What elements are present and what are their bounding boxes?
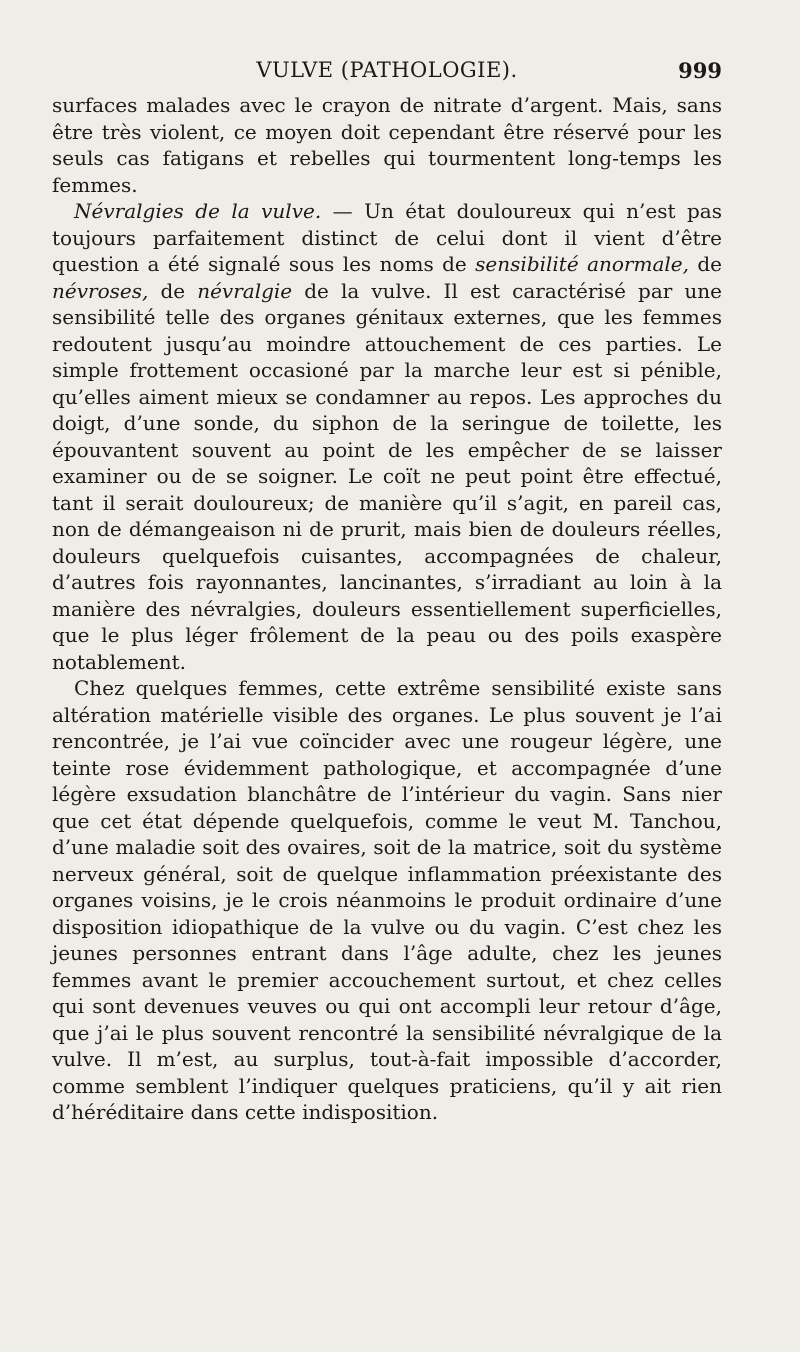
body-text [52,92,722,1126]
paragraph-2-text-1: — Un état douloureux qui n’est pas toujours parfaitement distinct de celui dont il vient d’être question a été signalé sous les noms de [52,199,722,276]
paragraph-2-text-2: de [688,252,723,276]
page-header [52,58,722,88]
paragraph-2-em-2: névroses, [52,278,149,303]
paragraph-2-text-3: de [148,278,198,303]
section-heading: Névralgies de la vulve. [74,199,322,223]
paragraph-2-text-4: de la vulve. Il est caractérisé par une sensibilité telle des organes génitaux externes, que les femmes redoutent jusqu’au moindre attouchement de ces parties. Le simple frottement occasioné par la marche leur est si pénible, qu’elles aiment mieux se condamner au repos. Les approches du doigt, d’une sonde, du siphon de la seringue de toilette, les épouvantent souvent au point de les empêcher de se laisser examiner ou de se soigner. Le coït ne peut point être effectué, tant il serait douloureux; de manière qu’il s’agit, en pareil cas, non de démangeaison ni de prurit, mais bien de douleurs réelles, douleurs quelquefois cuisantes, accompagnées de chaleur, d’autres fois rayonnantes, lancinantes, s’irradiant au loin à la manière des névralgies, douleurs essentiellement superficielles, que le plus léger frôlement de la peau ou des poils exaspère notablement. [52,278,722,674]
paragraph-2-em-3: névralgie [197,278,293,303]
page-number: 999 [678,58,722,83]
paragraph-2-em-1: sensibilité anormale, [475,252,689,276]
paragraph-3: Chez quelques femmes, cette extrême sensibilité existe sans altération matérielle visible des organes. Le plus souvent je l’ai rencontrée, je l’ai vue coïncider avec une rougeur légère, une teinte rose évidemment pathologique, et accompagnée d’une légère exsudation blanchâtre de l’intérieur du vagin. Sans nier que cet état dépende quelquefois, comme le veut M. Tanchou, d’une maladie soit des ovaires, soit de la matrice, soit du système nerveux général, soit de quelque inflammation préexistante des organes voisins, je le crois néanmoins le produit ordinaire d’une disposition idiopathique de la vulve ou du vagin. C’est chez les jeunes personnes entrant dans l’âge adulte, chez les jeunes femmes avant le premier accouchement surtout, et chez celles qui sont devenues veuves ou qui ont accompli leur retour d’âge, que j’ai le plus souvent rencontré la sensibilité névralgique de la vulve. Il m’est, au surplus, tout-à-fait impossible d’accorder, comme semblent l’indiquer quelques praticiens, qu’il y ait rien d’héréditaire dans cette indisposition. [52,676,722,1124]
paragraph-1: surfaces malades avec le crayon de nitrate d’argent. Mais, sans être très violent, ce moyen doit cependant être réservé pour les seuls cas fatigans et rebelles qui tourmentent long-temps les femmes. [52,93,722,197]
running-title: VULVE (PATHOLOGIE). [256,58,518,82]
paragraph-2 [52,198,722,675]
